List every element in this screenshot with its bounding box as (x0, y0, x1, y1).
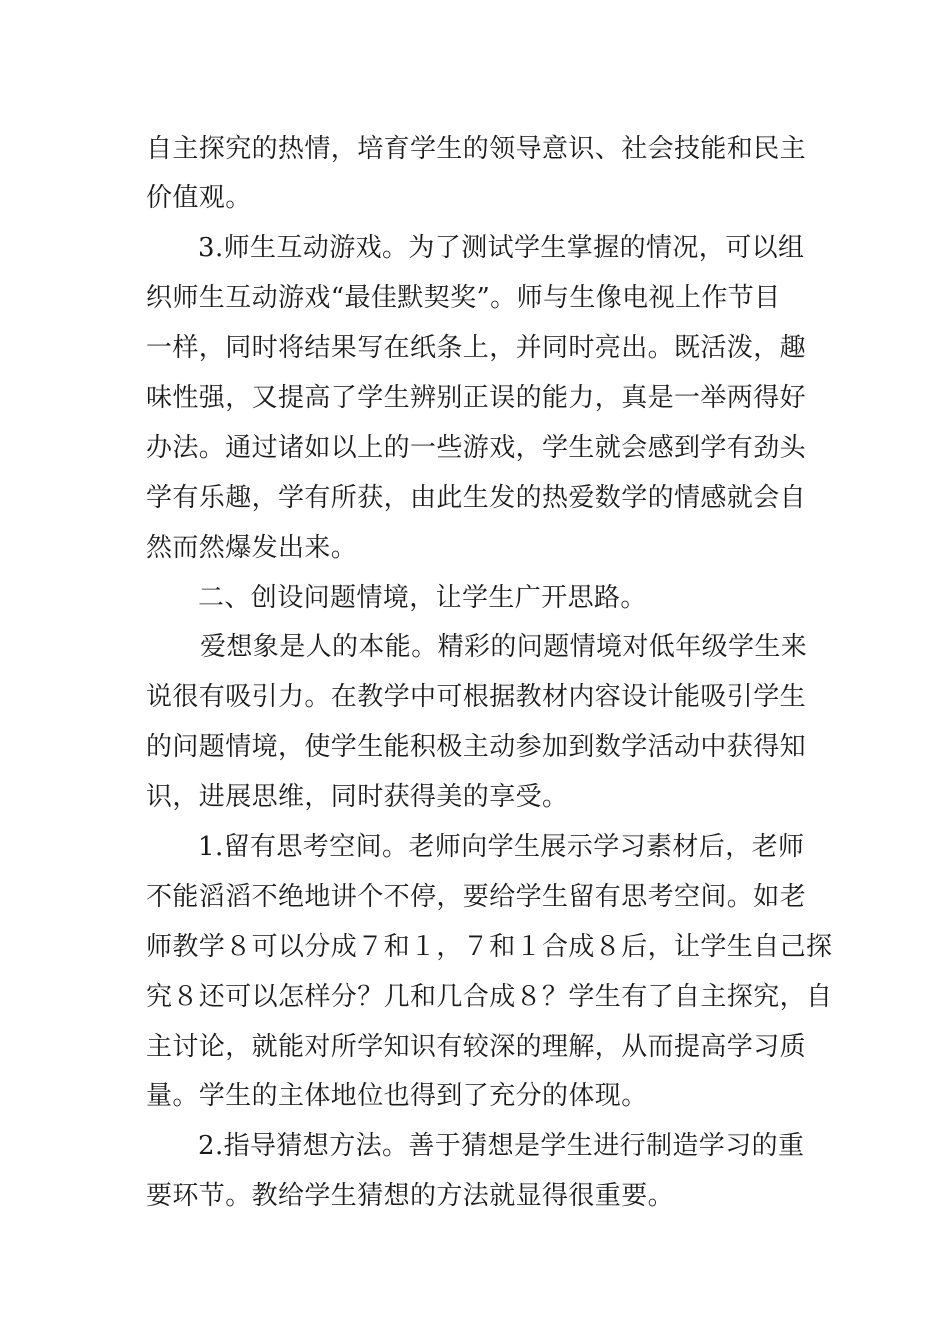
paragraph-line: 办法。通过诸如以上的一些游戏，学生就会感到学有劲头 (146, 433, 807, 463)
paragraph-line: 味性强，又提高了学生辨别正误的能力，真是一举两得好 (146, 383, 807, 413)
paragraph-line: 3.师生互动游戏。为了测试学生掌握的情况，可以组 (198, 233, 805, 263)
paragraph-line: 价值观。 (146, 183, 252, 213)
paragraph-line: 爱想象是人的本能。精彩的问题情境对低年级学生来 (200, 632, 808, 662)
paragraph-line: 1.留有思考空间。老师向学生展示学习素材后，老师 (198, 832, 805, 862)
paragraph-line: 织师生互动游戏“最佳默契奖”。师与生像电视上作节目 (146, 283, 781, 313)
paragraph-line: 学有乐趣，学有所获，由此生发的热爱数学的情感就会自 (146, 483, 807, 513)
paragraph-line: 量。学生的主体地位也得到了充分的体现。 (146, 1081, 648, 1111)
paragraph-line: 然而然爆发出来。 (146, 533, 358, 563)
paragraph-line: 一样，同时将结果写在纸条上，并同时亮出。既活泼，趣 (146, 333, 807, 363)
paragraph-line: 要环节。教给学生猜想的方法就显得很重要。 (146, 1181, 675, 1211)
paragraph-line: 师教学８可以分成７和１，７和１合成８后，让学生自己探 (146, 932, 833, 962)
paragraph-line: 2.指导猜想方法。善于猜想是学生进行制造学习的重 (198, 1131, 805, 1161)
section-heading: 二、创设问题情境，让学生广开思路。 (198, 583, 647, 613)
paragraph-line: 主讨论，就能对所学知识有较深的理解，从而提高学习质 (146, 1032, 807, 1062)
paragraph-line: 究８还可以怎样分？几和几合成８？学生有了自主探究，自 (146, 982, 833, 1012)
paragraph-line: 不能滔滔不绝地讲个不停，要给学生留有思考空间。如老 (146, 882, 807, 912)
paragraph-line: 的问题情境，使学生能积极主动参加到数学活动中获得知 (146, 732, 807, 762)
paragraph-line: 自主探究的热情，培育学生的领导意识、社会技能和民主 (146, 134, 807, 164)
paragraph-line: 说很有吸引力。在教学中可根据教材内容设计能吸引学生 (146, 682, 807, 712)
paragraph-line: 识，进展思维，同时获得美的享受。 (146, 782, 569, 812)
